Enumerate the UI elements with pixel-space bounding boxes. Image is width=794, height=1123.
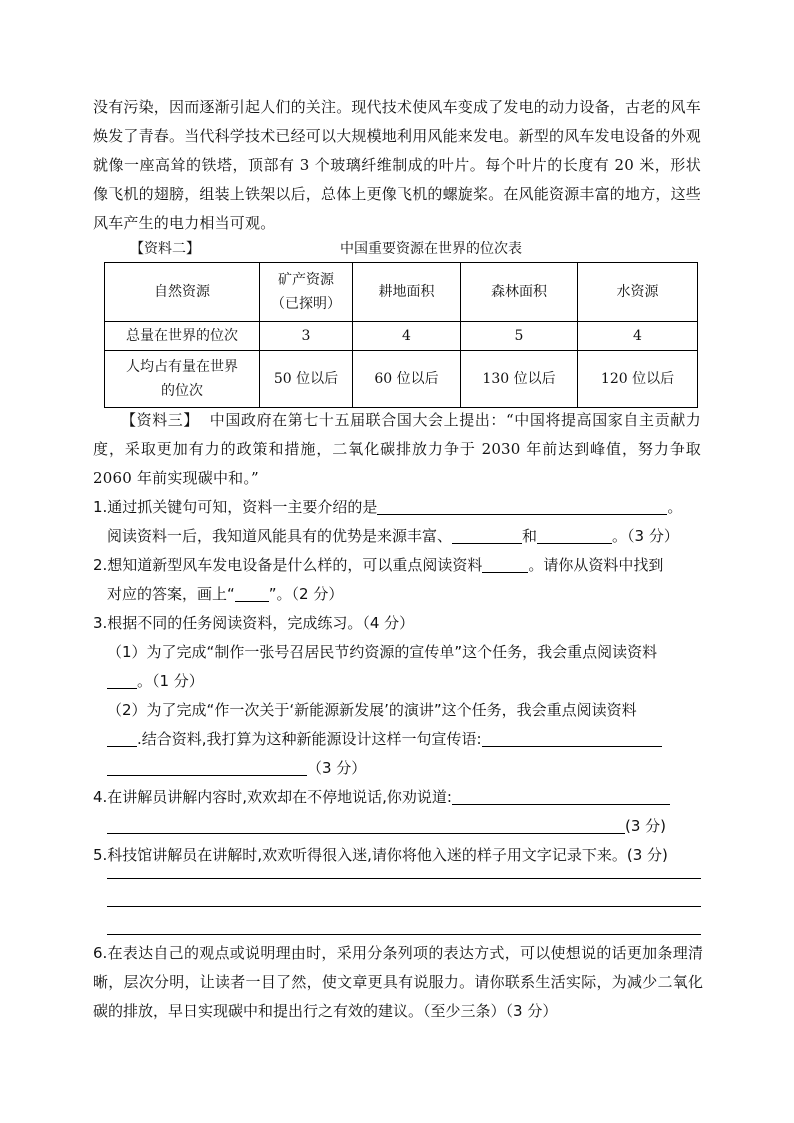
- answer-blank[interactable]: [107, 728, 137, 747]
- question-2-text: 对应的答案，画上“: [107, 585, 235, 603]
- question-4: [93, 783, 703, 812]
- answer-blank[interactable]: [482, 554, 528, 573]
- question-3-part-1-b: [93, 667, 717, 696]
- question-1-text: 阅读资料一后，我知道风能具有的优势是来源丰富、: [107, 527, 453, 545]
- answer-blank[interactable]: [482, 728, 662, 747]
- question-2-text: 2.想知道新型风车发电设备是什么样的，可以重点阅读资料: [93, 556, 483, 574]
- question-1-text: 和: [522, 527, 538, 545]
- question-1-end: 。: [667, 498, 683, 516]
- question-1-score: 。（3 分）: [612, 527, 679, 545]
- header-cell: 自然资源: [105, 263, 260, 322]
- material-two-label: 【资料二】: [130, 241, 200, 257]
- answer-blank[interactable]: [537, 525, 612, 544]
- question-3-part-1: （1）为了完成“制作一张号召居民节约资源的宣传单”这个任务，我会重点阅读资料: [107, 643, 658, 661]
- answer-blank[interactable]: [452, 786, 670, 805]
- question-2: [93, 551, 703, 580]
- question-4-text: 4.在讲解员讲解内容时,欢欢却在不停地说话,你劝说道:: [93, 788, 452, 806]
- question-3-part-2-c: [93, 754, 717, 783]
- table-header-row: [105, 263, 698, 322]
- material-one-paragraph: 没有污染，因而逐渐引起人们的关注。现代技术使风车变成了发电的动力设备，古老的风车焕发了青春。当代科学技术已经可以大规模地利用风能来发电。新型的风车发电设备的外观就像一座高耸的铁塔，顶部有 3 个玻璃纤维制成的叶片。每个叶片的长度有 20 米，形状像飞机的翅膀，组装上铁架以后，总体上更像飞机的螺旋桨。在风能资源丰富的地方，这些风车产生的电力相当可观。: [93, 98, 702, 232]
- question-5: 5.科技馆讲解员在讲解时,欢欢听得很入迷,请你将他入迷的样子用文字记录下来。(3 分): [93, 846, 668, 864]
- answer-blank[interactable]: [452, 525, 522, 544]
- answer-blank[interactable]: [235, 583, 269, 602]
- question-3: 3.根据不同的任务阅读资料，完成练习。（4 分）: [93, 614, 415, 632]
- material-three-text: 中国政府在第七十五届联合国大会上提出：“中国将提高国家自主贡献力度，采取更加有力的政策和措施，二氧化碳排放力争于 2030 年前达到峰值，努力争取 2060 年前实现碳中和。”: [93, 411, 702, 487]
- question-4-score: (3 分): [625, 817, 667, 835]
- table-cell: 4: [578, 322, 698, 351]
- question-3-score: 。（1 分）: [137, 672, 204, 690]
- row-label: [105, 351, 260, 408]
- answer-blank[interactable]: [107, 757, 307, 776]
- table-cell: 5: [461, 322, 578, 351]
- header-cell-line: 矿产资源: [278, 272, 334, 288]
- answer-line[interactable]: [107, 934, 701, 935]
- header-cell-line: （已探明）: [271, 296, 341, 312]
- row-label-line: 的位次: [161, 383, 203, 399]
- question-2-score: ”。（2 分）: [268, 585, 344, 603]
- row-label: 总量在世界的位次: [105, 322, 260, 351]
- material-three-paragraph: [93, 406, 701, 493]
- table-row: [105, 351, 698, 408]
- table-cell: 4: [353, 322, 461, 351]
- question-1-text: 1.通过抓关键句可知，资料一主要介绍的是: [93, 498, 378, 516]
- table-cell: 3: [260, 322, 353, 351]
- resource-ranking-table: [104, 262, 698, 408]
- question-2-text: 。请你从资料中找到: [528, 556, 664, 574]
- header-cell: 森林面积: [461, 263, 578, 322]
- material-two-heading: [130, 238, 522, 260]
- question-4-part-b: [93, 812, 717, 841]
- header-cell: [260, 263, 353, 322]
- question-3-part-2: （2）为了完成“作一次关于‘新能源新发展’的演讲”这个任务，我会重点阅读资料: [107, 701, 637, 719]
- question-1-part-b: [93, 522, 717, 551]
- table-cell: 50 位以后: [260, 351, 353, 408]
- material-three-label: 【资料三】: [121, 411, 199, 429]
- question-6: 6.在表达自己的观点或说明理由时，采用分条列项的表达方式，可以使想说的话更加条理清晰，层次分明，让读者一目了然，使文章更具有说服力。请你联系生活实际，为减少二氧化碳的排放，早日实现碳中和提出行之有效的建议。（至少三条）（3 分）: [93, 944, 703, 1020]
- table-cell: 130 位以后: [461, 351, 578, 408]
- row-label-line: 人均占有量在世界: [126, 359, 238, 375]
- answer-blank[interactable]: [377, 496, 667, 515]
- table-cell: 60 位以后: [353, 351, 461, 408]
- table-title: 中国重要资源在世界的位次表: [340, 241, 522, 257]
- header-cell: 水资源: [578, 263, 698, 322]
- answer-blank[interactable]: [107, 670, 137, 689]
- answer-line[interactable]: [107, 906, 701, 907]
- question-3-score: （3 分）: [307, 759, 367, 777]
- answer-blank[interactable]: [107, 815, 625, 834]
- question-2-part-b: [93, 580, 717, 609]
- table-cell: 120 位以后: [578, 351, 698, 408]
- table-row: [105, 322, 698, 351]
- question-3-text: .结合资料,我打算为这种新能源设计这样一句宣传语:: [137, 730, 482, 748]
- header-cell: 耕地面积: [353, 263, 461, 322]
- question-1: [93, 493, 703, 522]
- question-3-part-2-b: [93, 725, 717, 754]
- answer-line[interactable]: [107, 878, 701, 879]
